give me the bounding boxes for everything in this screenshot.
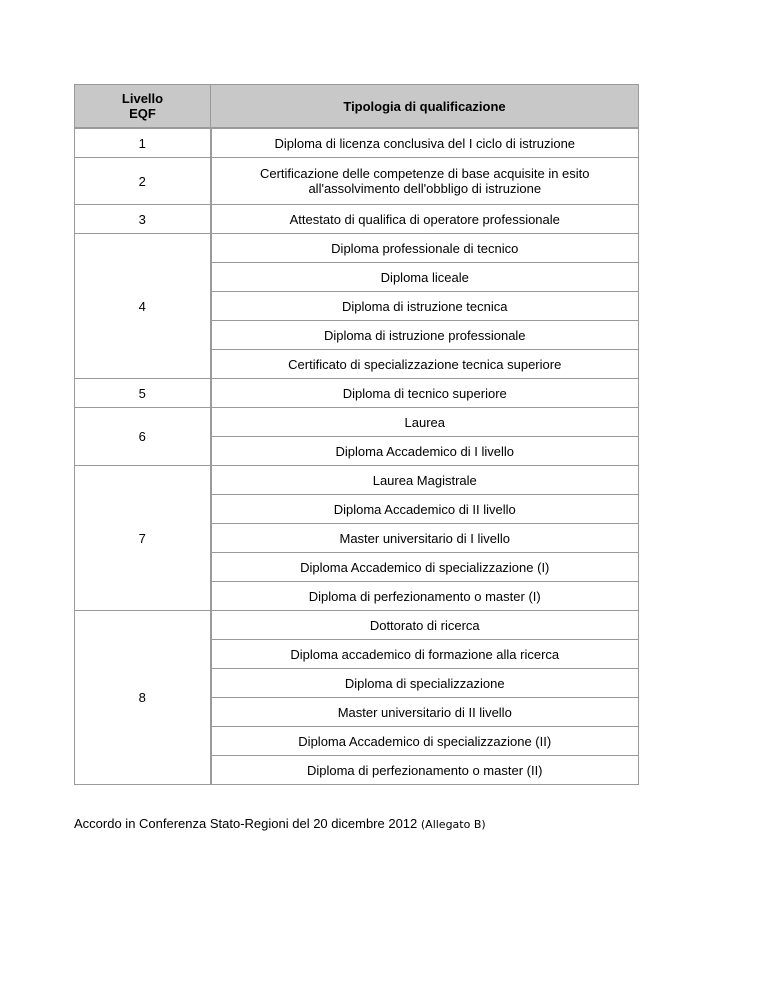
qualification-cell: Master universitario di I livello (211, 524, 639, 553)
qualification-cell: Diploma di perfezionamento o master (II) (211, 756, 639, 785)
qualification-cell: Diploma Accademico di I livello (211, 437, 639, 466)
level-cell: 8 (75, 611, 211, 785)
qualification-cell: Diploma di licenza conclusiva del I ciclo di istruzione (211, 128, 639, 158)
table-row (75, 466, 639, 495)
qualification-cell: Diploma accademico di formazione alla ricerca (211, 640, 639, 669)
table-row (75, 158, 639, 205)
header-qualification-type: Tipologia di qualificazione (211, 85, 639, 129)
table-row (75, 408, 639, 437)
footnote-annex-note: (Allegato B) (420, 818, 486, 831)
eqf-table-container (74, 84, 638, 785)
level-cell: 5 (75, 379, 211, 408)
level-cell: 1 (75, 128, 211, 158)
qualification-cell: Diploma professionale di tecnico (211, 234, 639, 263)
qualification-cell: Certificato di specializzazione tecnica superiore (211, 350, 639, 379)
qualification-cell: Diploma liceale (211, 263, 639, 292)
table-row (75, 234, 639, 263)
qualification-cell: Laurea (211, 408, 639, 437)
qualification-cell: Attestato di qualifica di operatore professionale (211, 205, 639, 234)
qualification-cell: Diploma di istruzione professionale (211, 321, 639, 350)
qualification-cell: Diploma Accademico di specializzazione (II) (211, 727, 639, 756)
level-cell: 6 (75, 408, 211, 466)
qualification-cell: Diploma Accademico di II livello (211, 495, 639, 524)
qualification-cell: Diploma di istruzione tecnica (211, 292, 639, 321)
header-level-line2: EQF (129, 106, 156, 121)
qualification-cell: Diploma Accademico di specializzazione (I) (211, 553, 639, 582)
qualification-cell: Certificazione delle competenze di base acquisite in esito all'assolvimento dell'obbligo di istruzione (211, 158, 639, 205)
level-cell: 2 (75, 158, 211, 205)
qualification-cell: Diploma di perfezionamento o master (I) (211, 582, 639, 611)
table-row (75, 379, 639, 408)
footnote-text: Accordo in Conferenza Stato-Regioni del 20 dicembre 2012 (74, 816, 421, 831)
qualification-cell: Laurea Magistrale (211, 466, 639, 495)
qualification-cell: Diploma di specializzazione (211, 669, 639, 698)
table-row (75, 128, 639, 158)
level-cell: 4 (75, 234, 211, 379)
table-row (75, 611, 639, 640)
level-cell: 7 (75, 466, 211, 611)
header-level (75, 85, 211, 129)
table-header-row (75, 85, 639, 129)
qualification-cell: Master universitario di II livello (211, 698, 639, 727)
eqf-qualification-table (74, 84, 639, 785)
header-level-line1: Livello (121, 91, 164, 106)
source-footnote (74, 816, 486, 831)
qualification-cell: Diploma di tecnico superiore (211, 379, 639, 408)
level-cell: 3 (75, 205, 211, 234)
table-row (75, 205, 639, 234)
qualification-cell: Dottorato di ricerca (211, 611, 639, 640)
